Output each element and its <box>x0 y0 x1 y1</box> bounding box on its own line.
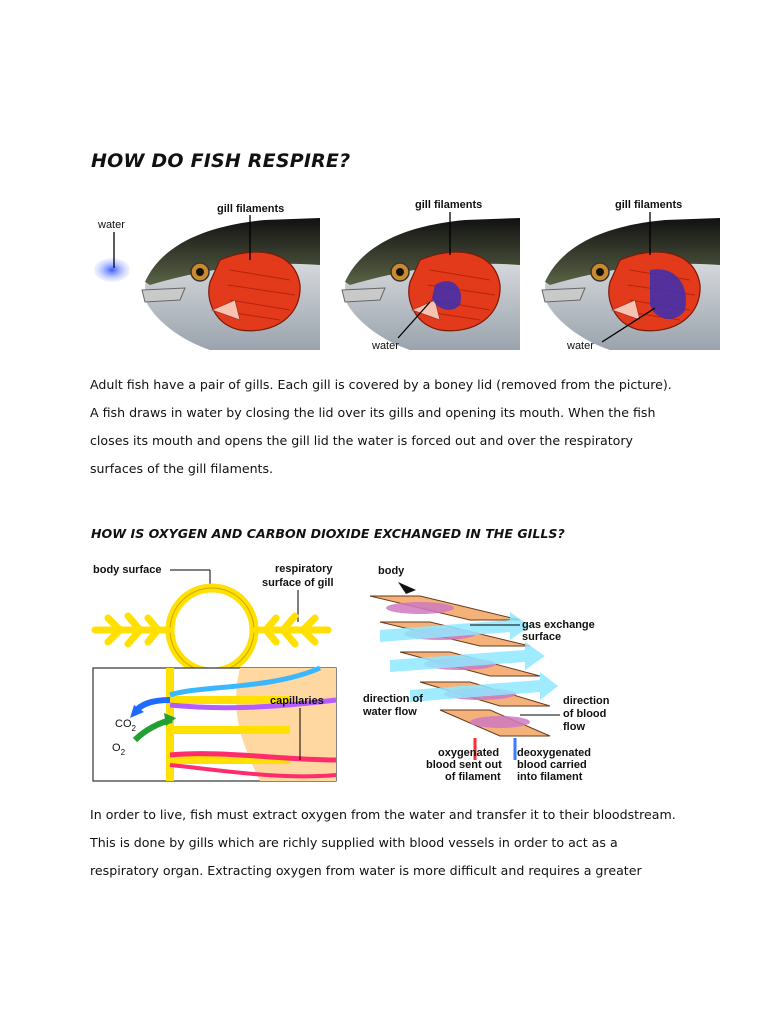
fish-head-1 <box>142 218 320 350</box>
label-respiratory: respiratory <box>275 563 333 575</box>
gill-exchange-diagram <box>90 560 340 785</box>
label-flow: flow <box>563 721 585 733</box>
paragraph-1-line: A fish draws in water by closing the lid over its gills and opening its mouth. When the fish <box>90 405 656 420</box>
fish-gill-figure <box>90 190 720 360</box>
label-oxygenated: oxygenated <box>438 747 500 759</box>
label-surface: surface <box>522 631 562 643</box>
gas-exchange-surface-diagram <box>360 560 630 790</box>
label-o2: $O_2$ <box>112 742 126 757</box>
label-surface-of-gill: surface of gill <box>262 577 334 589</box>
paragraph-1-line: surfaces of the gill filaments. <box>90 461 274 476</box>
paragraph-1-line: Adult fish have a pair of gills. Each gill is covered by a boney lid (removed from the picture). <box>90 377 672 392</box>
label-capillaries: capillaries <box>270 695 324 707</box>
label-body: body <box>378 565 405 577</box>
label-blood-carried: blood carried <box>517 759 587 771</box>
paragraph-2-line: respiratory organ. Extracting oxygen from water is more difficult and requires a greater <box>90 863 642 878</box>
label-deoxygenated: deoxygenated <box>517 747 591 759</box>
section-subtitle: HOW IS OXYGEN AND CARBON DIOXIDE EXCHANGED IN THE GILLS? <box>91 526 565 541</box>
label-gas-exchange: gas exchange <box>522 619 595 631</box>
paragraph-1-line: closes its mouth and opens the gill lid the water is forced out and over the respiratory <box>90 433 634 448</box>
label-of-filament: of filament <box>445 771 501 783</box>
label-direction-of: direction of <box>363 693 423 705</box>
label-into-filament: into filament <box>517 771 583 783</box>
label-gill-filaments-2: gill filaments <box>415 199 483 211</box>
label-gill-filaments-3: gill filaments <box>615 199 683 211</box>
paragraph-2 <box>90 801 690 885</box>
label-water: water <box>98 219 125 231</box>
label-water-3: water <box>567 340 594 352</box>
label-water-2: water <box>372 340 399 352</box>
paragraph-2-line: In order to live, fish must extract oxygen from the water and transfer it to their bloodstream. <box>90 807 676 822</box>
paragraph-2-line: This is done by gills which are richly supplied with blood vessels in order to act as a <box>90 835 618 850</box>
label-of-blood: of blood <box>563 708 607 720</box>
fish-head-2 <box>342 218 520 350</box>
water-jet <box>94 258 130 282</box>
label-body-surface: body surface <box>93 564 162 576</box>
page-title: HOW DO FISH RESPIRE? <box>91 150 351 172</box>
label-water-flow: water flow <box>363 706 417 718</box>
label-gill-filaments-1: gill filaments <box>217 203 285 215</box>
label-blood-sent-out: blood sent out <box>426 759 502 771</box>
fish-head-3 <box>542 218 720 350</box>
label-co2: $CO_2$ <box>115 718 136 733</box>
paragraph-1 <box>90 371 690 483</box>
label-direction: direction <box>563 695 610 707</box>
